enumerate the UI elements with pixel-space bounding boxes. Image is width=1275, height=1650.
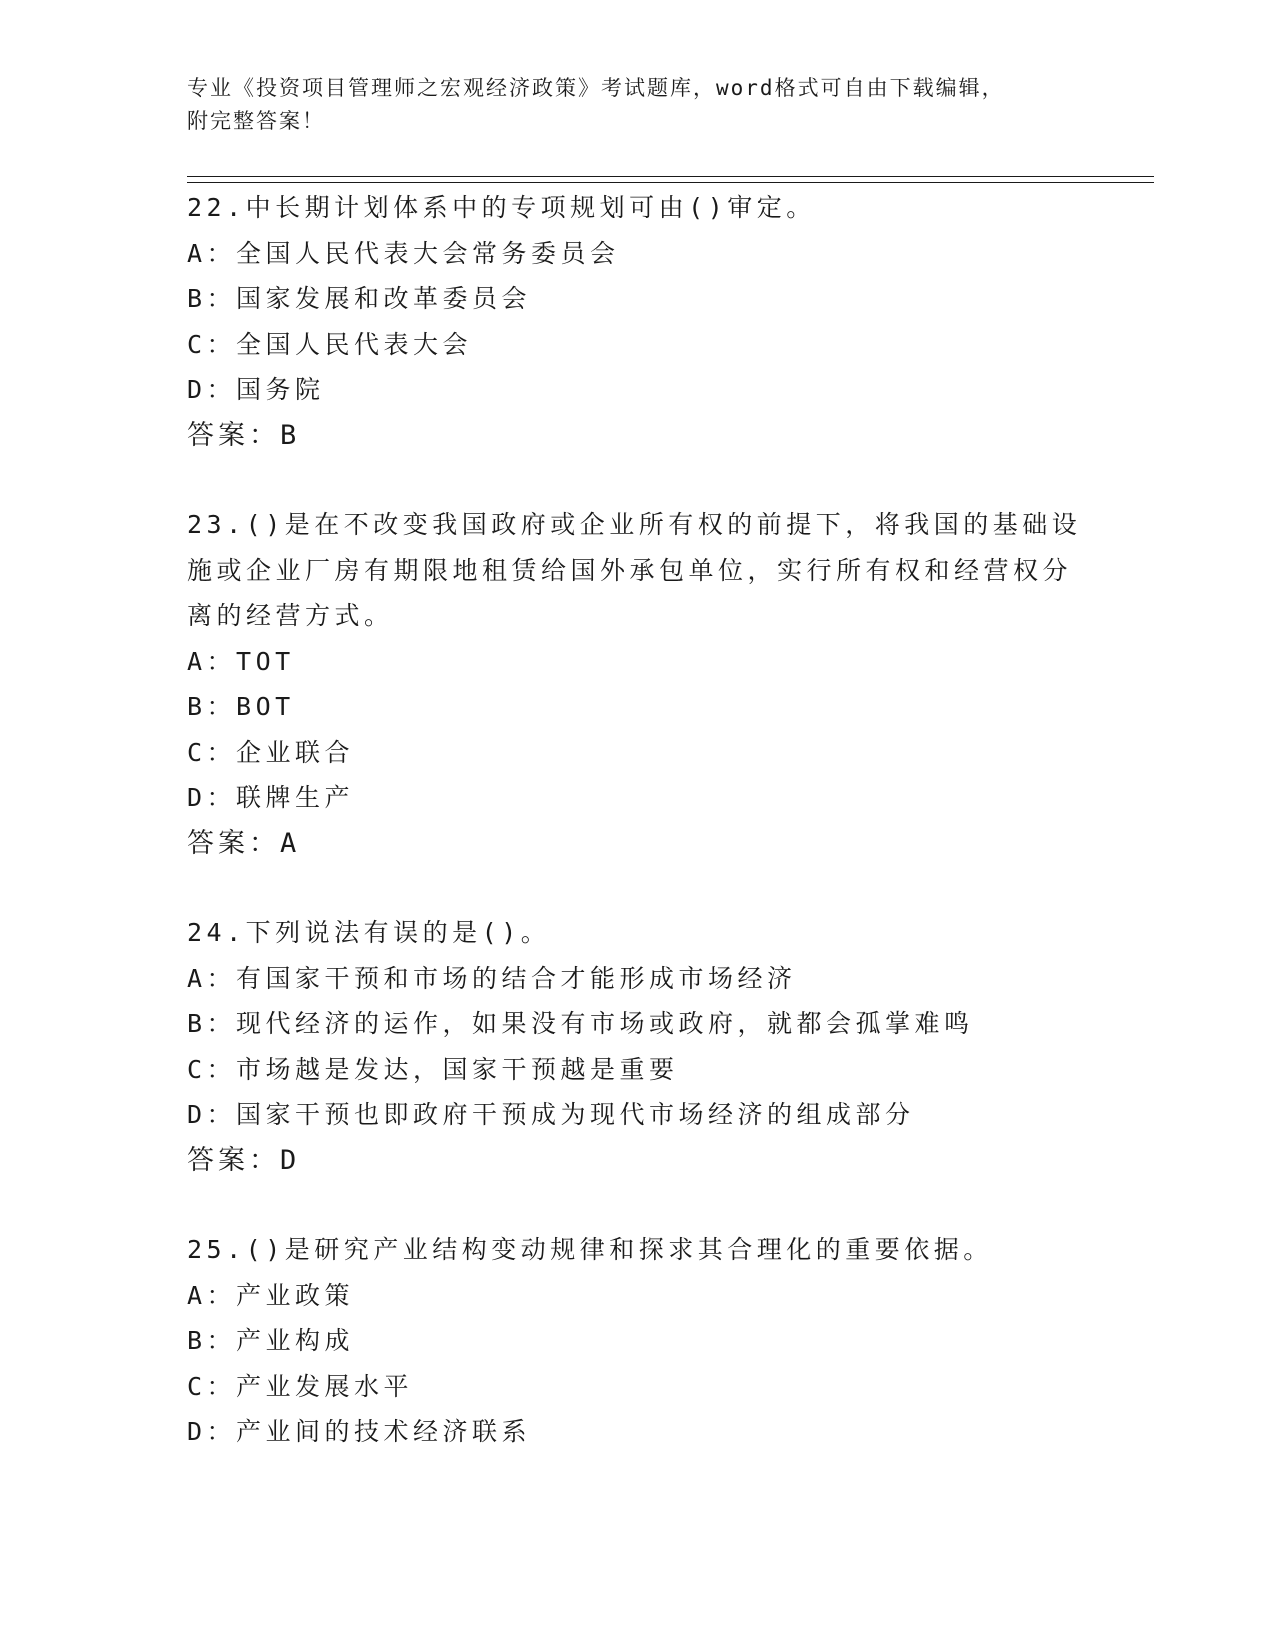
question-23 bbox=[187, 502, 1087, 866]
answer-line bbox=[187, 1138, 1087, 1184]
header-line-2: 附完整答案！ bbox=[187, 109, 325, 133]
option-c: C：市场越是发达，国家干预越是重要 bbox=[187, 1054, 679, 1084]
answer-value: A bbox=[280, 827, 298, 859]
question-list bbox=[187, 185, 1087, 1499]
option-a: A：产业政策 bbox=[187, 1280, 355, 1310]
answer-line bbox=[187, 413, 1087, 459]
header-divider bbox=[187, 176, 1154, 183]
option-a: A：有国家干预和市场的结合才能形成市场经济 bbox=[187, 963, 797, 993]
option-c: C：产业发展水平 bbox=[187, 1371, 414, 1401]
answer-value: B bbox=[280, 419, 298, 451]
option-c: C：企业联合 bbox=[187, 737, 355, 767]
question-text: 22.中长期计划体系中的专项规划可由()审定。 bbox=[187, 193, 816, 222]
answer-line bbox=[187, 821, 1087, 867]
question-text: 25.()是研究产业结构变动规律和探求其合理化的重要依据。 bbox=[187, 1235, 993, 1264]
option-d: D：联牌生产 bbox=[187, 783, 355, 812]
question-25 bbox=[187, 1227, 1087, 1455]
answer-label: 答案： bbox=[187, 1144, 280, 1176]
option-b: B：现代经济的运作，如果没有市场或政府，就都会孤掌难鸣 bbox=[187, 1009, 974, 1038]
option-c: C：全国人民代表大会 bbox=[187, 329, 473, 359]
document-header bbox=[187, 72, 1087, 138]
question-text: 24.下列说法有误的是()。 bbox=[187, 918, 551, 947]
question-24 bbox=[187, 910, 1087, 1183]
option-d: D：国务院 bbox=[187, 375, 325, 404]
option-b: B：产业构成 bbox=[187, 1326, 355, 1355]
answer-value: D bbox=[280, 1144, 298, 1176]
answer-label: 答案： bbox=[187, 419, 280, 451]
option-b: B：BOT bbox=[187, 692, 295, 721]
question-text: 23.()是在不改变我国政府或企业所有权的前提下，将我国的基础设施或企业厂房有期限地租赁给国外承包单位，实行所有权和经营权分离的经营方式。 bbox=[187, 510, 1082, 630]
option-b: B：国家发展和改革委员会 bbox=[187, 284, 532, 313]
option-d: D：国家干预也即政府干预成为现代市场经济的组成部分 bbox=[187, 1100, 915, 1129]
answer-label: 答案： bbox=[187, 827, 280, 859]
option-a: A：TOT bbox=[187, 646, 295, 676]
header-line-1: 专业《投资项目管理师之宏观经济政策》考试题库，word格式可自由下载编辑， bbox=[187, 76, 1005, 100]
question-22 bbox=[187, 185, 1087, 458]
option-d: D：产业间的技术经济联系 bbox=[187, 1417, 532, 1446]
option-a: A：全国人民代表大会常务委员会 bbox=[187, 238, 620, 268]
